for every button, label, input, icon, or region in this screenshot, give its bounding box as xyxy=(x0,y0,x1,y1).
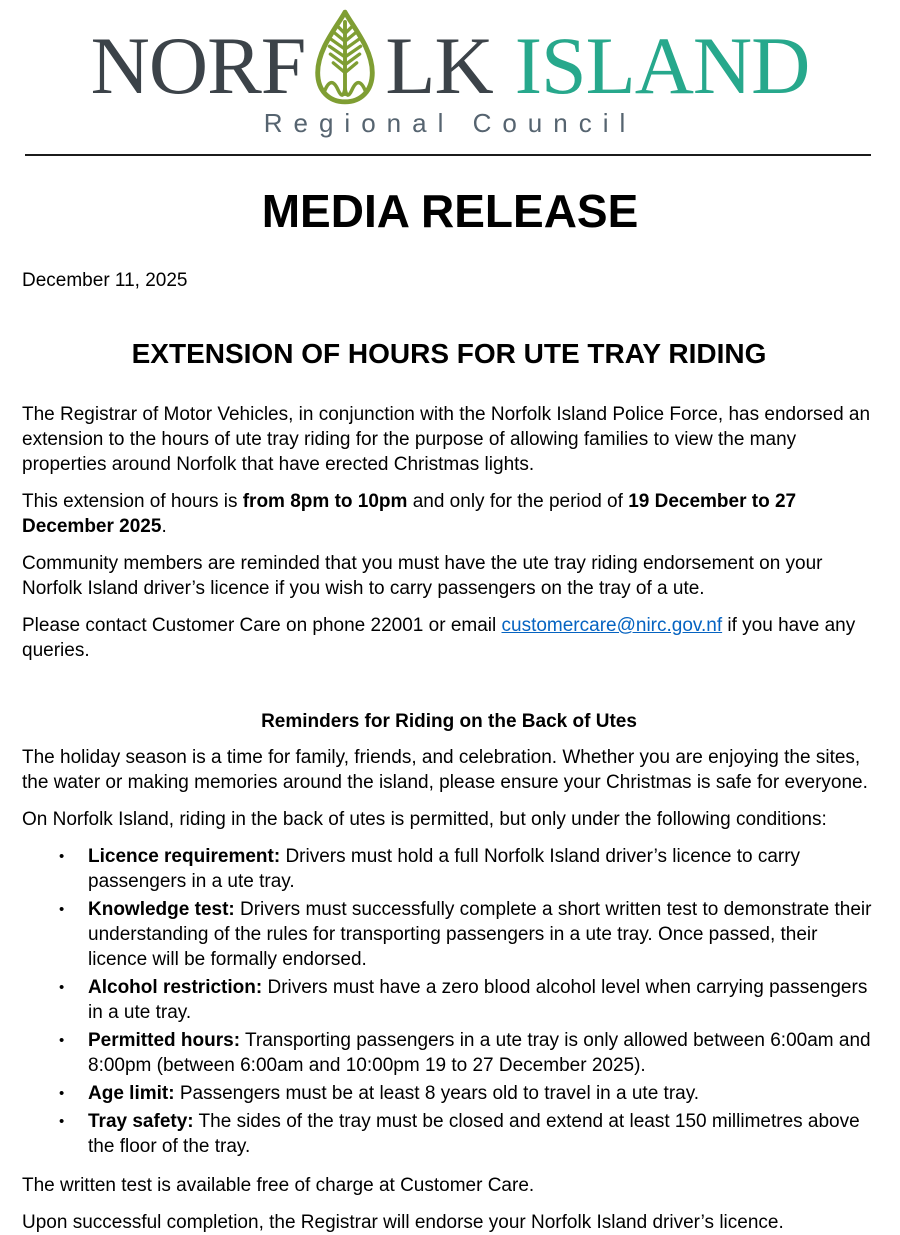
bullet-label: Knowledge test: xyxy=(88,899,235,920)
paragraph-completion: Upon successful completion, the Registrar will endorse your Norfolk Island driver’s licence. xyxy=(22,1212,784,1233)
bullet-text: Transporting passengers in a ute tray is only allowed between 6:00am and 8:00pm (between 6:00am and 10:00pm 19 to 27 December 2025). xyxy=(88,1030,871,1076)
paragraph-contact xyxy=(22,613,876,663)
extension-text-mid: and only for the period of xyxy=(407,491,629,512)
list-item-age-limit xyxy=(57,1081,876,1106)
list-item-alcohol-restriction xyxy=(57,975,876,1025)
paragraph-holiday-season: The holiday season is a time for family, friends, and celebration. Whether you are enjoying the sites, the water or making memories around the island, please ensure your Christmas is safe for everyone. xyxy=(22,747,868,793)
paragraph-endorsement-reminder: Community members are reminded that you must have the ute tray riding endorsement on your Norfolk Island driver’s licence if you wish to carry passengers on the tray of a ute. xyxy=(22,553,823,599)
logo-text-norf: NORF xyxy=(90,19,306,111)
paragraph-registrar: The Registrar of Motor Vehicles, in conjunction with the Norfolk Island Police Force, has endorsed an extension to the hours of ute tray riding for the purpose of allowing families to view the many properties around Norfolk that have erected Christmas lights. xyxy=(22,404,871,475)
conditions-list xyxy=(22,844,876,1159)
customer-care-email-link[interactable]: customercare@nirc.gov.nf xyxy=(501,615,723,636)
extension-period-bold: 19 December to 27 December 2025 xyxy=(22,491,797,537)
extension-text-pre: This extension of hours is xyxy=(22,491,243,512)
extension-hours-bold: from 8pm to 10pm xyxy=(242,491,408,512)
paragraph-written-test: The written test is available free of charge at Customer Care. xyxy=(22,1175,535,1196)
council-logo xyxy=(0,0,900,139)
header-divider xyxy=(25,154,871,156)
list-item-tray-safety xyxy=(57,1109,876,1159)
media-release-title: MEDIA RELEASE xyxy=(261,185,639,237)
bullet-text: Drivers must successfully complete a short written test to demonstrate their understanding of the rules for transporting passengers in a ute tray. Once passed, their licence will be formally endorsed. xyxy=(88,899,872,970)
bullet-text: Drivers must have a zero blood alcohol level when carrying passengers in a ute tray. xyxy=(88,977,868,1023)
bullet-text: Passengers must be at least 8 years old to travel in a ute tray. xyxy=(174,1083,700,1104)
bullet-label: Permitted hours: xyxy=(88,1030,241,1051)
reminders-heading: Reminders for Riding on the Back of Utes xyxy=(261,711,637,732)
bullet-label: Alcohol restriction: xyxy=(88,977,263,998)
release-date: December 11, 2025 xyxy=(22,270,188,291)
bullet-label: Licence requirement: xyxy=(88,846,281,867)
list-item-permitted-hours xyxy=(57,1028,876,1078)
bullet-label: Tray safety: xyxy=(88,1111,194,1132)
council-logo-wordmark xyxy=(0,8,900,111)
bullet-text: Drivers must hold a full Norfolk Island driver’s licence to carry passengers in a ute tray. xyxy=(88,846,801,892)
norfolk-pine-icon xyxy=(306,8,384,106)
logo-text-island: ISLAND xyxy=(514,19,810,111)
bullet-text: The sides of the tray must be closed and extend at least 150 millimetres above the floor of the tray. xyxy=(88,1111,860,1157)
logo-text-lk: LK xyxy=(385,19,493,111)
list-item-licence-requirement xyxy=(57,844,876,894)
contact-text-pre: Please contact Customer Care on phone 22001 or email xyxy=(22,615,502,636)
paragraph-extension-hours xyxy=(22,489,876,539)
paragraph-conditions-intro: On Norfolk Island, riding in the back of utes is permitted, but only under the following conditions: xyxy=(22,809,827,830)
logo-subtitle: Regional Council xyxy=(263,108,637,138)
extension-text-end: . xyxy=(161,516,167,537)
article-body xyxy=(22,402,876,1235)
contact-text-post: if you have any queries. xyxy=(22,615,856,661)
list-item-knowledge-test xyxy=(57,897,876,972)
bullet-label: Age limit: xyxy=(88,1083,175,1104)
article-headline: EXTENSION OF HOURS FOR UTE TRAY RIDING xyxy=(131,338,767,369)
